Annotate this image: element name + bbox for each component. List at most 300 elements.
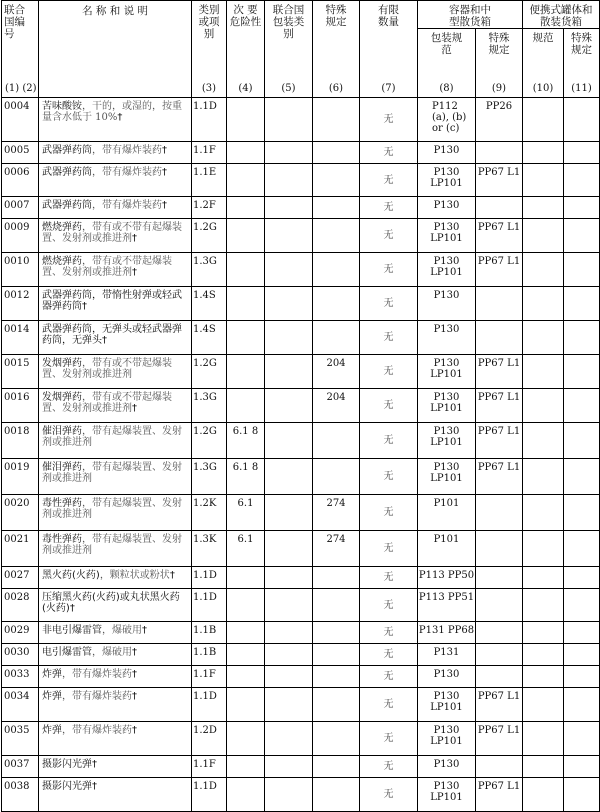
class-division: 1.1E [192, 164, 227, 197]
packing-instruction: P130 LP101 [418, 164, 476, 197]
proper-shipping-name: 武器弹药筒，带惰性射弹或轻武器弹药筒 [42, 290, 182, 312]
proper-shipping-name: 燃烧弹药 [42, 222, 82, 233]
description-text: ，颗粒状或粉状 [99, 570, 170, 581]
tank-instruction [523, 355, 564, 389]
table-row [2, 622, 600, 644]
packing-group [265, 423, 313, 459]
packing-instruction: P101 [418, 495, 476, 531]
table-row [2, 644, 600, 666]
tank-instruction [523, 219, 564, 253]
tank-instruction [523, 722, 564, 756]
proper-shipping-name: 黑火药(火药) [42, 570, 100, 581]
tank-provision [564, 423, 600, 459]
packing-provision [476, 622, 523, 644]
subsidiary-risk: 6.1 [227, 495, 265, 531]
subsidiary-risk [227, 644, 265, 666]
name-description [39, 459, 192, 495]
limited-quantity: 无 [360, 423, 418, 459]
packing-provision [476, 666, 523, 688]
proper-shipping-name: 武器弹药筒 [42, 145, 92, 156]
class-division: 1.4S [192, 321, 227, 355]
table-row [2, 253, 600, 287]
special-provision [313, 778, 360, 812]
description-text: ，带有爆炸装药 [92, 200, 162, 211]
packing-instruction: P130 LP101 [418, 219, 476, 253]
packing-provision: PP67 L1 [476, 778, 523, 812]
packing-group [265, 219, 313, 253]
special-provision [313, 589, 360, 622]
un-number: 0028 [2, 589, 39, 622]
special-provision [313, 644, 360, 666]
un-number: 0030 [2, 644, 39, 666]
table-row [2, 164, 600, 197]
special-provision [313, 459, 360, 495]
limited-quantity: 无 [360, 219, 418, 253]
name-description [39, 722, 192, 756]
tank-instruction [523, 389, 564, 423]
name-description [39, 253, 192, 287]
special-provision [313, 219, 360, 253]
special-provision: 204 [313, 389, 360, 423]
limited-quantity: 无 [360, 722, 418, 756]
subsidiary-risk [227, 321, 265, 355]
tank-instruction [523, 666, 564, 688]
packing-group [265, 756, 313, 778]
description-text: ，带有或不带起爆装置、发射剂或推进剂 [42, 358, 172, 380]
name-description [39, 389, 192, 423]
table-row [2, 589, 600, 622]
proper-shipping-name: 摄影闪光弹 [42, 759, 92, 770]
header-packing-provisions: 特殊规定 (9) [476, 29, 523, 98]
name-description [39, 756, 192, 778]
limited-quantity: 无 [360, 164, 418, 197]
packing-instruction: P130 [418, 756, 476, 778]
special-provision [313, 287, 360, 321]
packing-provision [476, 644, 523, 666]
tank-instruction [523, 142, 564, 164]
tank-instruction [523, 321, 564, 355]
limited-quantity: 无 [360, 756, 418, 778]
tank-instruction [523, 495, 564, 531]
subsidiary-risk [227, 287, 265, 321]
name-description [39, 622, 192, 644]
special-provision [313, 197, 360, 219]
name-description [39, 531, 192, 567]
un-number: 0038 [2, 778, 39, 812]
class-division: 1.1D [192, 778, 227, 812]
name-description [39, 321, 192, 355]
description-text: ，带有爆炸装药 [62, 669, 132, 680]
subsidiary-risk: 6.1 8 [227, 423, 265, 459]
header-portable-tanks: 便携式罐体和散装货箱 [523, 1, 600, 29]
packing-instruction: P112 (a), (b) or (c) [418, 98, 476, 142]
subsidiary-risk [227, 589, 265, 622]
packing-instruction: P130 LP101 [418, 722, 476, 756]
packing-provision: PP67 L1 [476, 722, 523, 756]
proper-shipping-name: 炸弹 [42, 725, 62, 736]
packing-group [265, 253, 313, 287]
tank-provision [564, 287, 600, 321]
tank-provision [564, 164, 600, 197]
description-text: ，带有爆炸装药 [62, 691, 132, 702]
table-row [2, 666, 600, 688]
un-number: 0019 [2, 459, 39, 495]
packing-provision [476, 142, 523, 164]
packing-group [265, 778, 313, 812]
limited-quantity: 无 [360, 644, 418, 666]
subsidiary-risk: 6.1 8 [227, 459, 265, 495]
name-description [39, 142, 192, 164]
limited-quantity: 无 [360, 589, 418, 622]
tank-instruction [523, 644, 564, 666]
proper-shipping-name: 炸弹 [42, 669, 62, 680]
packing-instruction: P130 [418, 666, 476, 688]
packing-group [265, 98, 313, 142]
name-description [39, 164, 192, 197]
packing-provision: PP67 L1 [476, 164, 523, 197]
class-division: 1.1B [192, 644, 227, 666]
tank-instruction [523, 253, 564, 287]
tank-provision [564, 321, 600, 355]
proper-shipping-name: 催泪弹药 [42, 462, 82, 473]
header-packing-instruction: 包装规范 (8) [418, 29, 476, 98]
dagger-mark: † [169, 570, 175, 581]
subsidiary-risk [227, 389, 265, 423]
packing-instruction: P130 LP101 [418, 253, 476, 287]
un-number: 0034 [2, 688, 39, 722]
table-row [2, 389, 600, 423]
tank-instruction [523, 622, 564, 644]
packing-provision [476, 531, 523, 567]
description-text: ，爆破用 [92, 647, 132, 658]
packing-provision: PP67 L1 [476, 219, 523, 253]
packing-instruction: P130 LP101 [418, 423, 476, 459]
un-number: 0016 [2, 389, 39, 423]
limited-quantity: 无 [360, 287, 418, 321]
description-text: ，带有或不带有起爆装置、发射剂或推进剂 [42, 222, 182, 244]
table-row [2, 423, 600, 459]
tank-provision [564, 253, 600, 287]
description-text: ，带有爆炸装药 [92, 145, 162, 156]
special-provision [313, 666, 360, 688]
class-division: 1.1B [192, 622, 227, 644]
special-provision: 204 [313, 355, 360, 389]
special-provision [313, 98, 360, 142]
limited-quantity: 无 [360, 253, 418, 287]
packing-instruction: P130 LP101 [418, 778, 476, 812]
un-number: 0033 [2, 666, 39, 688]
header-tank-provisions: 特殊规定 (11) [564, 29, 600, 98]
header-packing-group: 联合国包装类别 (5) [265, 1, 313, 98]
un-number: 0015 [2, 355, 39, 389]
tank-provision [564, 644, 600, 666]
subsidiary-risk [227, 666, 265, 688]
table-row [2, 321, 600, 355]
dagger-mark: † [117, 112, 123, 123]
table-row [2, 531, 600, 567]
tank-instruction [523, 423, 564, 459]
limited-quantity: 无 [360, 321, 418, 355]
proper-shipping-name: 武器弹药筒 [42, 200, 92, 211]
subsidiary-risk [227, 253, 265, 287]
header-name-description: 名 称 和 说 明 [39, 1, 192, 98]
description-text: ，带有起爆装置、发射剂或推进剂 [42, 534, 182, 556]
subsidiary-risk [227, 688, 265, 722]
proper-shipping-name: 苦味酸铵 [42, 101, 82, 112]
subsidiary-risk [227, 197, 265, 219]
table-row [2, 197, 600, 219]
proper-shipping-name: 发烟弹药 [42, 358, 82, 369]
packing-provision: PP67 L1 [476, 688, 523, 722]
table-row [2, 567, 600, 589]
dagger-mark: † [102, 335, 107, 346]
subsidiary-risk [227, 567, 265, 589]
special-provision [313, 423, 360, 459]
packing-instruction: P131 PP68 [418, 622, 476, 644]
packing-group [265, 567, 313, 589]
name-description [39, 778, 192, 812]
limited-quantity: 无 [360, 197, 418, 219]
tank-instruction [523, 164, 564, 197]
tank-provision [564, 389, 600, 423]
name-description [39, 567, 192, 589]
dagger-mark: † [92, 781, 97, 792]
subsidiary-risk [227, 355, 265, 389]
special-provision [313, 164, 360, 197]
limited-quantity: 无 [360, 355, 418, 389]
tank-instruction [523, 589, 564, 622]
tank-provision [564, 197, 600, 219]
class-division: 1.2G [192, 423, 227, 459]
proper-shipping-name: 压缩黑火药(火药)或丸状黑火药(火药) [42, 592, 180, 614]
limited-quantity: 无 [360, 389, 418, 423]
dagger-mark: † [132, 725, 137, 736]
tank-instruction [523, 98, 564, 142]
dagger-mark: † [162, 145, 167, 156]
proper-shipping-name: 燃烧弹药 [42, 256, 82, 267]
subsidiary-risk [227, 622, 265, 644]
table-row [2, 459, 600, 495]
description-text: ，带有起爆装置、发射剂或推进剂 [42, 426, 182, 448]
un-number: 0006 [2, 164, 39, 197]
tank-provision [564, 722, 600, 756]
packing-group [265, 722, 313, 756]
proper-shipping-name: 武器弹药筒 [42, 167, 92, 178]
dagger-mark: † [132, 691, 137, 702]
dagger-mark: † [132, 267, 137, 278]
header-tank-instructions: 规范 (10) [523, 29, 564, 98]
class-division: 1.1D [192, 567, 227, 589]
packing-instruction: P130 [418, 197, 476, 219]
table-row [2, 722, 600, 756]
packing-provision: PP67 L1 [476, 355, 523, 389]
table-row [2, 142, 600, 164]
packing-group [265, 688, 313, 722]
un-number: 0035 [2, 722, 39, 756]
tank-instruction [523, 567, 564, 589]
packing-instruction: P130 LP101 [418, 355, 476, 389]
subsidiary-risk [227, 756, 265, 778]
description-text: ，带有爆炸装药 [62, 725, 132, 736]
description-text: ，干的，或湿的，按重量含水低于 10% [42, 101, 182, 123]
limited-quantity: 无 [360, 98, 418, 142]
special-provision [313, 722, 360, 756]
special-provision [313, 688, 360, 722]
tank-provision [564, 778, 600, 812]
packing-group [265, 666, 313, 688]
tank-provision [564, 355, 600, 389]
class-division: 1.1F [192, 756, 227, 778]
packing-provision [476, 567, 523, 589]
un-number: 0037 [2, 756, 39, 778]
packing-provision [476, 589, 523, 622]
tank-provision [564, 666, 600, 688]
limited-quantity: 无 [360, 778, 418, 812]
table-row [2, 355, 600, 389]
un-number: 0005 [2, 142, 39, 164]
packing-provision: PP67 L1 [476, 423, 523, 459]
description-text: ，带有或不带起爆装置、发射剂或推进剂 [42, 392, 172, 414]
packing-group [265, 644, 313, 666]
limited-quantity: 无 [360, 495, 418, 531]
special-provision [313, 567, 360, 589]
packing-instruction: P113 PP50 [418, 567, 476, 589]
subsidiary-risk [227, 98, 265, 142]
subsidiary-risk [227, 164, 265, 197]
tank-provision [564, 98, 600, 142]
packing-group [265, 164, 313, 197]
name-description [39, 644, 192, 666]
dagger-mark: † [69, 603, 75, 614]
table-row [2, 287, 600, 321]
packing-group [265, 142, 313, 164]
proper-shipping-name: 发烟弹药 [42, 392, 82, 403]
subsidiary-risk [227, 219, 265, 253]
special-provision [313, 622, 360, 644]
dagger-mark: † [162, 167, 167, 178]
table-row [2, 219, 600, 253]
class-division: 1.1F [192, 142, 227, 164]
header-limited-quantity: 有限数量 (7) [360, 1, 418, 98]
packing-group [265, 459, 313, 495]
tank-instruction [523, 197, 564, 219]
class-division: 1.2F [192, 197, 227, 219]
packing-group [265, 321, 313, 355]
packing-instruction: P131 [418, 644, 476, 666]
limited-quantity: 无 [360, 622, 418, 644]
dagger-mark: † [162, 200, 167, 211]
class-division: 1.1F [192, 666, 227, 688]
name-description [39, 423, 192, 459]
class-division: 1.2G [192, 355, 227, 389]
limited-quantity: 无 [360, 567, 418, 589]
packing-group [265, 197, 313, 219]
packing-instruction: P130 LP101 [418, 688, 476, 722]
tank-provision [564, 567, 600, 589]
packing-provision: PP67 L1 [476, 253, 523, 287]
name-description [39, 666, 192, 688]
header-special-provisions: 特殊规定 (6) [313, 1, 360, 98]
dagger-mark: † [132, 669, 137, 680]
class-division: 1.1D [192, 98, 227, 142]
packing-instruction: P130 LP101 [418, 459, 476, 495]
subsidiary-risk [227, 142, 265, 164]
class-division: 1.3K [192, 531, 227, 567]
tank-instruction [523, 778, 564, 812]
un-number: 0007 [2, 197, 39, 219]
class-division: 1.3G [192, 389, 227, 423]
un-number: 0010 [2, 253, 39, 287]
header-class: 类别或项别 (3) [192, 1, 227, 98]
un-number: 0014 [2, 321, 39, 355]
tank-provision [564, 495, 600, 531]
name-description [39, 355, 192, 389]
proper-shipping-name: 武器弹药筒，无弹头或轻武器弹药筒，无弹头 [42, 324, 182, 346]
tank-instruction [523, 287, 564, 321]
packing-group [265, 355, 313, 389]
packing-provision [476, 197, 523, 219]
special-provision [313, 142, 360, 164]
un-number: 0029 [2, 622, 39, 644]
name-description [39, 98, 192, 142]
subsidiary-risk: 6.1 [227, 531, 265, 567]
packing-instruction: P130 [418, 321, 476, 355]
packing-group [265, 495, 313, 531]
header-packagings-ibc: 容器和中型散货箱 [418, 1, 523, 29]
tank-provision [564, 688, 600, 722]
packing-provision: PP26 [476, 98, 523, 142]
name-description [39, 688, 192, 722]
dagger-mark: † [132, 403, 137, 414]
tank-provision [564, 589, 600, 622]
description-text: ，带有或不带起爆装置、发射剂或推进剂 [42, 256, 172, 278]
dagger-mark: † [132, 233, 137, 244]
dagger-mark: † [142, 625, 147, 636]
packing-provision: PP67 L1 [476, 459, 523, 495]
special-provision: 274 [313, 531, 360, 567]
packing-group [265, 622, 313, 644]
special-provision [313, 253, 360, 287]
limited-quantity: 无 [360, 666, 418, 688]
table-row [2, 495, 600, 531]
class-division: 1.1D [192, 589, 227, 622]
un-number: 0009 [2, 219, 39, 253]
proper-shipping-name: 毒性弹药 [42, 498, 82, 509]
tank-provision [564, 622, 600, 644]
packing-instruction: P113 PP51 [418, 589, 476, 622]
packing-instruction: P130 [418, 287, 476, 321]
packing-provision [476, 756, 523, 778]
tank-instruction [523, 459, 564, 495]
limited-quantity: 无 [360, 688, 418, 722]
tank-instruction [523, 531, 564, 567]
subsidiary-risk [227, 722, 265, 756]
description-text: ，带有起爆装置、发射剂或推进剂 [42, 462, 182, 484]
tank-instruction [523, 688, 564, 722]
description-text: ，带有起爆装置、发射剂或推进剂 [42, 498, 182, 520]
packing-provision [476, 495, 523, 531]
packing-group [265, 589, 313, 622]
un-number: 0021 [2, 531, 39, 567]
proper-shipping-name: 炸弹 [42, 691, 62, 702]
name-description [39, 219, 192, 253]
packing-instruction: P130 [418, 142, 476, 164]
packing-instruction: P130 LP101 [418, 389, 476, 423]
special-provision [313, 756, 360, 778]
header-subsidiary-risk: 次 要危险性 (4) [227, 1, 265, 98]
dagger-mark: † [92, 759, 97, 770]
proper-shipping-name: 电引爆雷管 [42, 647, 92, 658]
